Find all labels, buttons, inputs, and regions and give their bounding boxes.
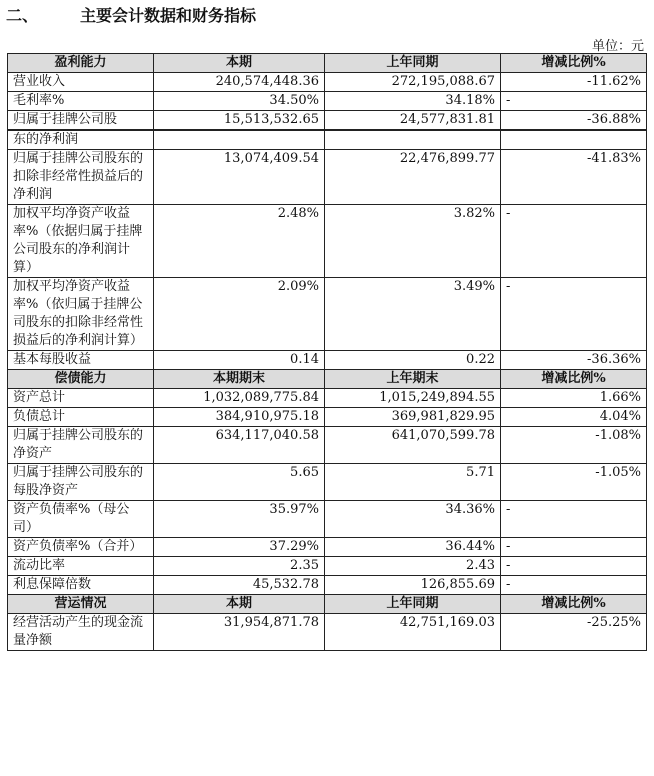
change-percent: -11.62% bbox=[501, 73, 647, 92]
change-percent: - bbox=[501, 557, 647, 576]
change-percent: 1.66% bbox=[501, 389, 647, 408]
change-percent: - bbox=[501, 576, 647, 595]
table-row bbox=[8, 130, 647, 150]
row-label: 加权平均净资产收益率%（依归属于挂牌公司股东的扣除非经常性损益后的净利润计算） bbox=[8, 278, 154, 351]
previous-value: 3.82% bbox=[325, 205, 501, 278]
table-row bbox=[8, 557, 647, 576]
table-row bbox=[8, 464, 647, 501]
previous-value: 272,195,088.67 bbox=[325, 73, 501, 92]
current-value: 45,532.78 bbox=[154, 576, 325, 595]
current-value: 35.97% bbox=[154, 501, 325, 538]
change-percent: -41.83% bbox=[501, 150, 647, 205]
table-row bbox=[8, 614, 647, 651]
current-value: 5.65 bbox=[154, 464, 325, 501]
previous-value: 24,577,831.81 bbox=[325, 111, 501, 131]
row-label: 营业收入 bbox=[8, 73, 154, 92]
table-row bbox=[8, 111, 647, 131]
table-row bbox=[8, 205, 647, 278]
previous-value: 0.22 bbox=[325, 351, 501, 370]
table-row bbox=[8, 576, 647, 595]
current-value: 2.48% bbox=[154, 205, 325, 278]
section-header-row bbox=[8, 370, 647, 389]
change-percent: -1.05% bbox=[501, 464, 647, 501]
table-row bbox=[8, 538, 647, 557]
row-label: 资产负债率%（母公司） bbox=[8, 501, 154, 538]
heading-title: 主要会计数据和财务指标 bbox=[80, 6, 257, 25]
row-label: 归属于挂牌公司股东的净资产 bbox=[8, 427, 154, 464]
change-percent: 4.04% bbox=[501, 408, 647, 427]
table-row bbox=[8, 92, 647, 111]
current-value: 34.50% bbox=[154, 92, 325, 111]
section-header-row bbox=[8, 595, 647, 614]
row-label: 加权平均净资产收益率%（依据归属于挂牌公司股东的净利润计算） bbox=[8, 205, 154, 278]
previous-value: 34.18% bbox=[325, 92, 501, 111]
column-header: 增减比例% bbox=[501, 595, 647, 614]
table-row bbox=[8, 150, 647, 205]
change-percent: - bbox=[501, 538, 647, 557]
previous-value: 22,476,899.77 bbox=[325, 150, 501, 205]
column-header: 上年期末 bbox=[325, 370, 501, 389]
column-header: 本期期末 bbox=[154, 370, 325, 389]
change-percent bbox=[501, 130, 647, 150]
row-label: 基本每股收益 bbox=[8, 351, 154, 370]
row-label: 资产总计 bbox=[8, 389, 154, 408]
current-value: 2.09% bbox=[154, 278, 325, 351]
column-header: 增减比例% bbox=[501, 370, 647, 389]
previous-value: 5.71 bbox=[325, 464, 501, 501]
column-header: 本期 bbox=[154, 54, 325, 73]
row-label: 东的净利润 bbox=[8, 130, 154, 150]
column-header: 偿债能力 bbox=[8, 370, 154, 389]
row-label: 利息保障倍数 bbox=[8, 576, 154, 595]
change-percent: -1.08% bbox=[501, 427, 647, 464]
current-value: 1,032,089,775.84 bbox=[154, 389, 325, 408]
section-header-row bbox=[8, 54, 647, 73]
previous-value: 42,751,169.03 bbox=[325, 614, 501, 651]
section-heading bbox=[0, 0, 654, 28]
column-header: 上年同期 bbox=[325, 54, 501, 73]
table-row bbox=[8, 501, 647, 538]
table-row bbox=[8, 73, 647, 92]
table-row bbox=[8, 408, 647, 427]
column-header: 增减比例% bbox=[501, 54, 647, 73]
previous-value: 641,070,599.78 bbox=[325, 427, 501, 464]
previous-value: 3.49% bbox=[325, 278, 501, 351]
current-value: 240,574,448.36 bbox=[154, 73, 325, 92]
row-label: 经营活动产生的现金流量净额 bbox=[8, 614, 154, 651]
table-row bbox=[8, 351, 647, 370]
previous-value: 369,981,829.95 bbox=[325, 408, 501, 427]
current-value: 384,910,975.18 bbox=[154, 408, 325, 427]
current-value: 31,954,871.78 bbox=[154, 614, 325, 651]
column-header: 盈利能力 bbox=[8, 54, 154, 73]
row-label: 归属于挂牌公司股东的扣除非经常性损益后的净利润 bbox=[8, 150, 154, 205]
previous-value: 36.44% bbox=[325, 538, 501, 557]
previous-value: 34.36% bbox=[325, 501, 501, 538]
current-value: 37.29% bbox=[154, 538, 325, 557]
row-label: 毛利率% bbox=[8, 92, 154, 111]
unit-label: 单位：元 bbox=[591, 39, 644, 54]
previous-value: 1,015,249,894.55 bbox=[325, 389, 501, 408]
row-label: 流动比率 bbox=[8, 557, 154, 576]
column-header: 本期 bbox=[154, 595, 325, 614]
table-row bbox=[8, 278, 647, 351]
change-percent: -36.36% bbox=[501, 351, 647, 370]
change-percent: - bbox=[501, 205, 647, 278]
column-header: 上年同期 bbox=[325, 595, 501, 614]
change-percent: -25.25% bbox=[501, 614, 647, 651]
current-value: 2.35 bbox=[154, 557, 325, 576]
current-value bbox=[154, 130, 325, 150]
current-value: 0.14 bbox=[154, 351, 325, 370]
current-value: 15,513,532.65 bbox=[154, 111, 325, 131]
row-label: 资产负债率%（合并） bbox=[8, 538, 154, 557]
financial-indicators-table bbox=[7, 53, 647, 651]
current-value: 13,074,409.54 bbox=[154, 150, 325, 205]
change-percent: - bbox=[501, 92, 647, 111]
current-value: 634,117,040.58 bbox=[154, 427, 325, 464]
previous-value: 2.43 bbox=[325, 557, 501, 576]
row-label: 归属于挂牌公司股 bbox=[8, 111, 154, 131]
table-row bbox=[8, 427, 647, 464]
table-row bbox=[8, 389, 647, 408]
change-percent: - bbox=[501, 278, 647, 351]
row-label: 归属于挂牌公司股东的每股净资产 bbox=[8, 464, 154, 501]
previous-value: 126,855.69 bbox=[325, 576, 501, 595]
change-percent: - bbox=[501, 501, 647, 538]
previous-value bbox=[325, 130, 501, 150]
row-label: 负债总计 bbox=[8, 408, 154, 427]
change-percent: -36.88% bbox=[501, 111, 647, 131]
heading-number: 二、 bbox=[6, 6, 39, 25]
column-header: 营运情况 bbox=[8, 595, 154, 614]
